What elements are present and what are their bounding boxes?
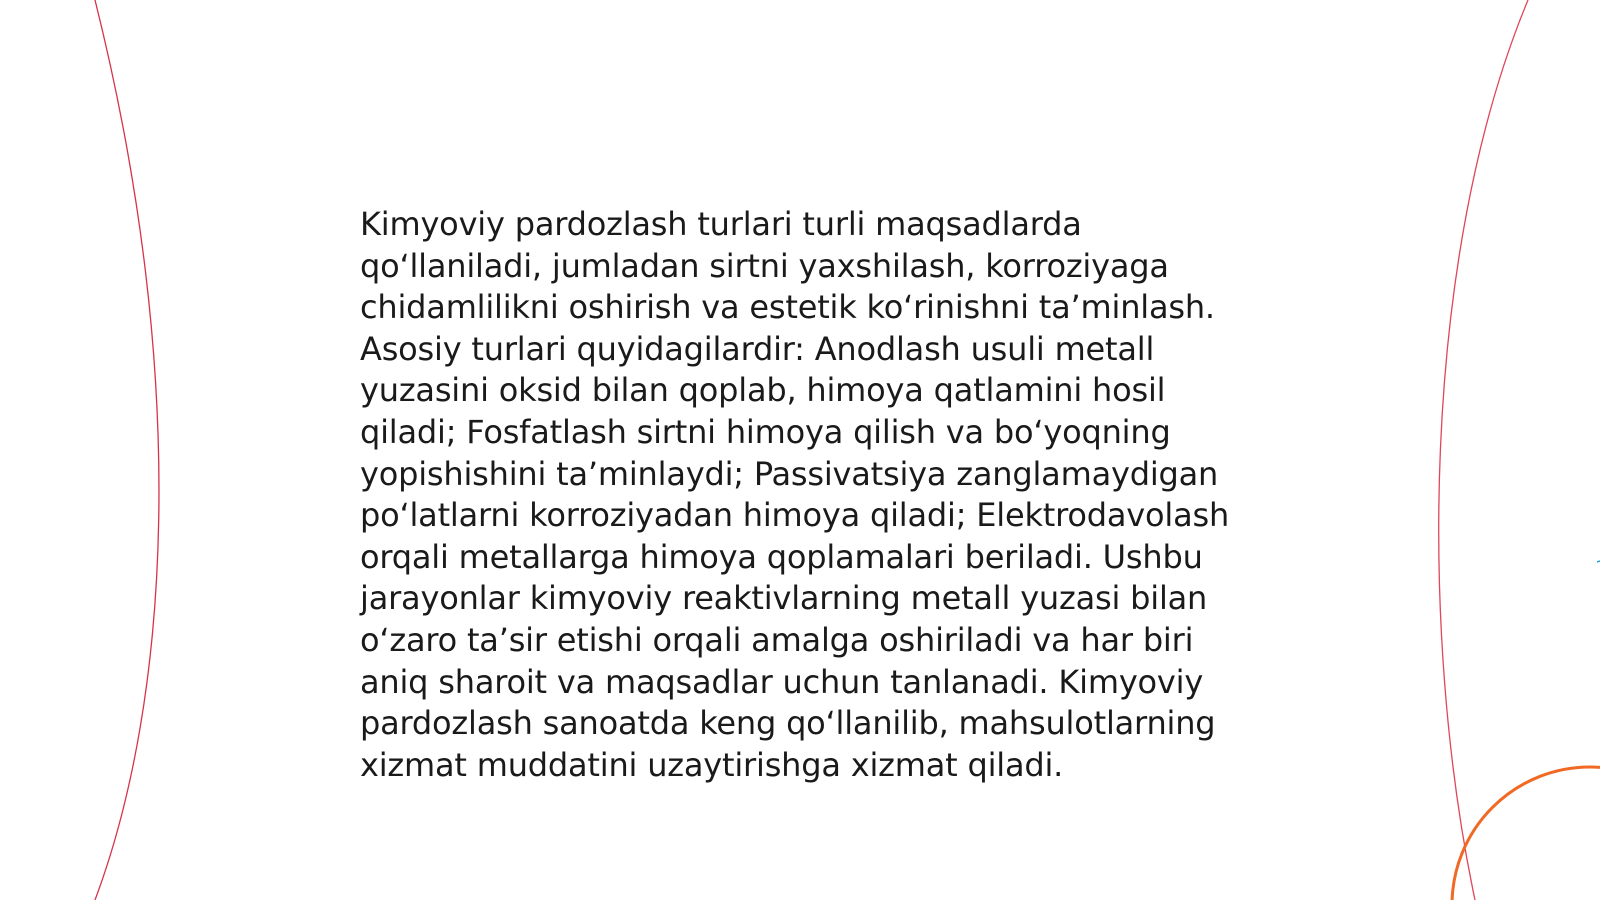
left-curve-line — [95, 0, 159, 900]
body-paragraph: Kimyoviy pardozlash turlari turli maqsadlarda qoʻllaniladi, jumladan sirtni yaxshilash, korroziyaga chidamlilikni oshirish va estetik koʻrinishni taʼminlash. Asosiy turlari quyidagilardir: Anodlash usuli metall yuzasini oksid bilan qoplab, himoya qatlamini hosil qiladi; Fosfatlash sirtni himoya qilish va boʻyoqning yopishishini taʼminlaydi; Passivatsiya zanglamaydigan poʻlatlarni korroziyadan himoya qiladi; Elektrodavolash orqali metallarga himoya qoplamalari beriladi. Ushbu jarayonlar kimyoviy reaktivlarning metall yuzasi bilan oʻzaro taʼsir etishi orqali amalga oshiriladi va har biri aniq sharoit va maqsadlar uchun tanlanadi. Kimyoviy pardozlash sanoatda keng qoʻllanilib, mahsulotlarning xizmat muddatini uzaytirishga xizmat qiladi. — [360, 205, 1230, 784]
right-curve-line — [1439, 0, 1528, 900]
accent-circle — [1452, 767, 1600, 900]
